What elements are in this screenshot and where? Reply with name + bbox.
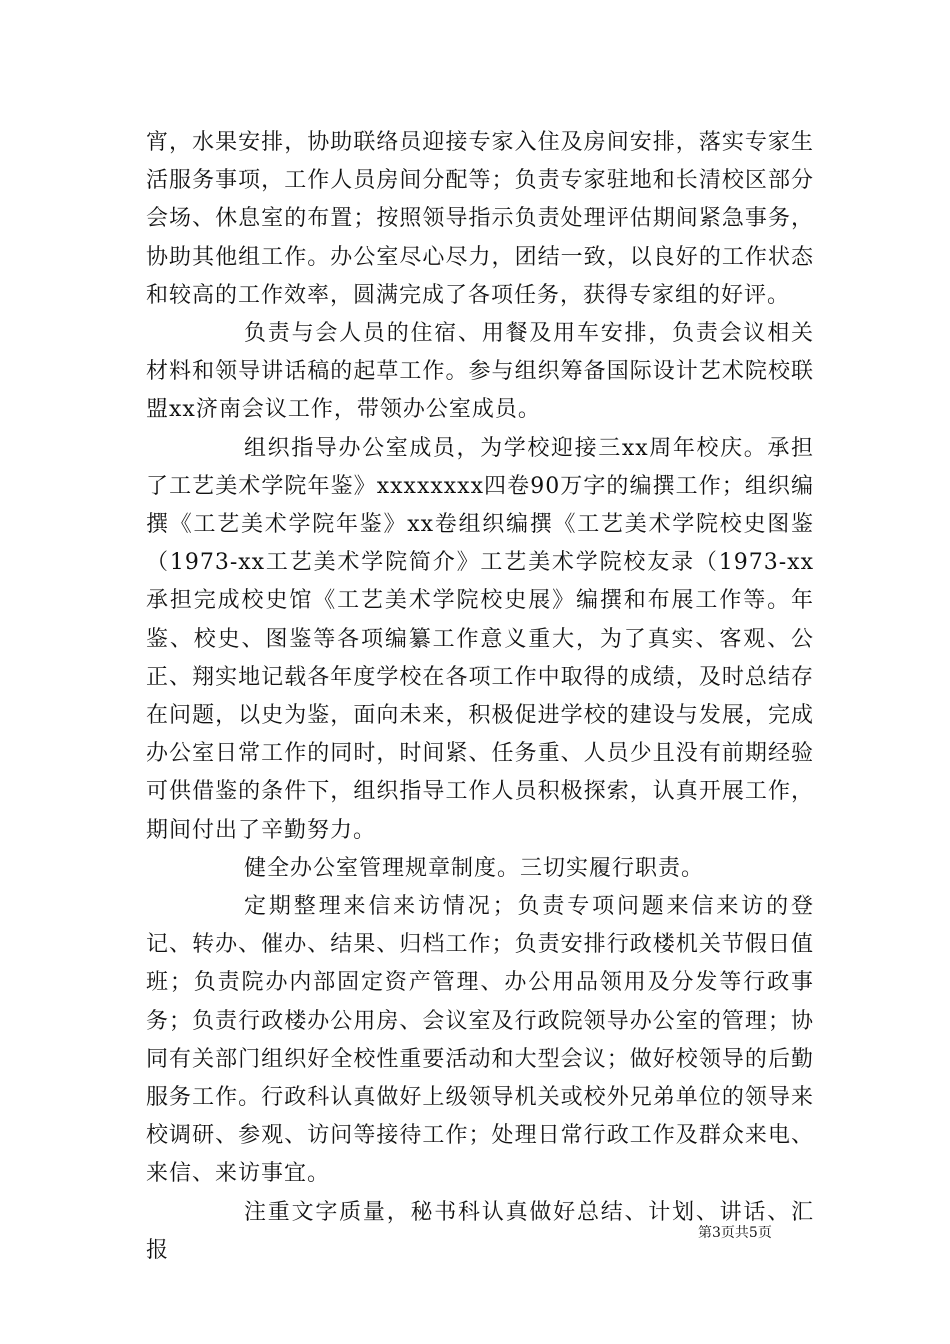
paragraph-continued: 宵，水果安排，协助联络员迎接专家入住及房间安排，落实专家生活服务事项，工作人员房间分配等；负责专家驻地和长清校区部分会场、休息室的布置；按照领导指示负责处理评估期间紧急事务，协助其他组工作。办公室尽心尽力，团结一致，以良好的工作状态和较高的工作效率，圆满完成了各项任务，获得专家组的好评。 bbox=[146, 130, 814, 308]
paragraph-anniversary-yearbook: 组织指导办公室成员，为学校迎接三xx周年校庆。承担了工艺美术学院年鉴》xxxxxxxx四卷90万字的编撰工作；组织编撰《工艺美术学院年鉴》xx卷组织编撰《工艺美术学院校史图鉴（1973-xx工艺美术学院简介》工艺美术学院校友录（1973-xx承担完成校史馆《工艺美术学院校史展》编撰和布展工作等。年鉴、校史、图鉴等各项编纂工作意义重大，为了真实、客观、公正、翔实地记载各年度学校在各项工作中取得的成绩，及时总结存在问题，以史为鉴，面向未来，积极促进学校的建设与发展，完成办公室日常工作的同时，时间紧、任务重、人员少且没有前期经验可供借鉴的条件下，组织指导工作人员积极探索，认真开展工作，期间付出了辛勤努力。 bbox=[146, 435, 814, 843]
paragraph-letters-visits: 定期整理来信来访情况；负责专项问题来信来访的登记、转办、催办、结果、归档工作；负责安排行政楼机关节假日值班；负责院办内部固定资产管理、办公用品领用及分发等行政事务；负责行政楼办公用房、会议室及行政院领导办公室的管理；协同有关部门组织好全校性重要活动和大型会议；做好校领导的后勤服务工作。行政科认真做好上级领导机关或校外兄弟单位的领导来校调研、参观、访问等接待工作；处理日常行政工作及群众来电、来信、来访事宜。 bbox=[146, 894, 814, 1187]
document-body bbox=[146, 124, 814, 1270]
paragraph-writing-quality: 注重文字质量，秘书科认真做好总结、计划、讲话、汇报 bbox=[146, 1199, 814, 1263]
paragraph-meeting-arrangements: 负责与会人员的住宿、用餐及用车安排，负责会议相关材料和领导讲话稿的起草工作。参与组织筹备国际设计艺术院校联盟xx济南会议工作，带领办公室成员。 bbox=[146, 321, 814, 423]
page-number-footer: 第3页共5页 bbox=[698, 1225, 772, 1241]
paragraph-rules-heading: 健全办公室管理规章制度。三切实履行职责。 bbox=[244, 855, 705, 881]
